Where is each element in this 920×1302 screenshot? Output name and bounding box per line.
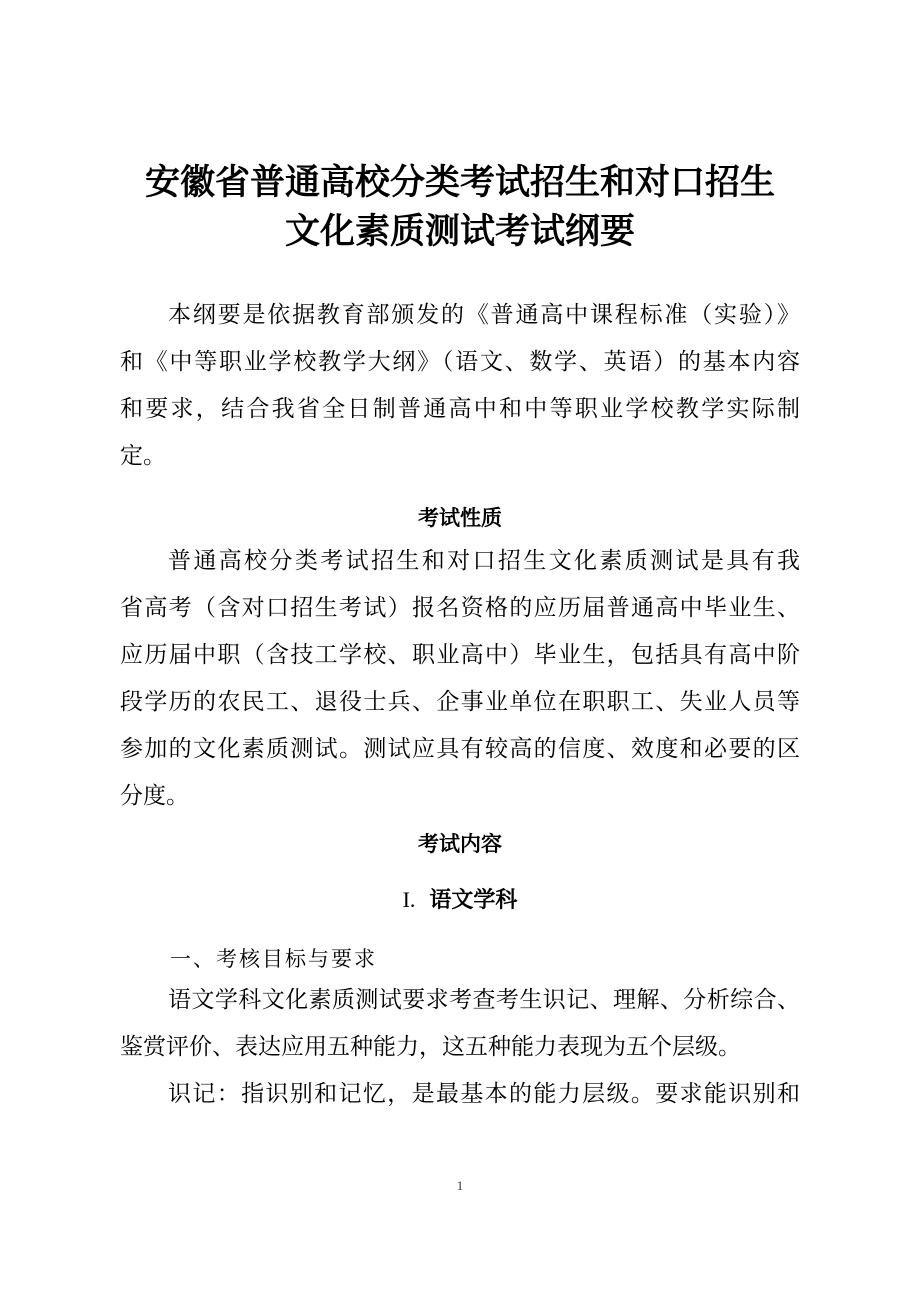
section-heading-exam-content: 考试内容 [418, 832, 502, 856]
intro-paragraph-line: 和要求，结合我省全日制普通高中和中等职业学校教学实际制 [120, 396, 800, 422]
subject-name: 语文学科 [429, 888, 518, 913]
subject-heading [0, 885, 920, 916]
intro-paragraph-line: 定。 [120, 443, 166, 469]
intro-paragraph-line: 本纲要是依据教育部颁发的《普通高中课程标准（实验）》 [168, 302, 800, 328]
document-title-line-2: 文化素质测试考试纲要 [284, 211, 635, 252]
nature-paragraph-line: 参加的文化素质测试。测试应具有较高的信度、效度和必要的区 [120, 736, 800, 762]
nature-paragraph-line: 段学历的农民工、退役士兵、企事业单位在职职工、失业人员等 [120, 689, 800, 715]
document-title-line-1: 安徽省普通高校分类考试招生和对口招生 [144, 162, 775, 203]
nature-paragraph-line: 应历届中职（含技工学校、职业高中）毕业生，包括具有高中阶 [120, 642, 800, 668]
content-paragraph-line: 语文学科文化素质测试要求考查考生识记、理解、分析综合、 [168, 987, 800, 1013]
nature-paragraph-line: 普通高校分类考试招生和对口招生文化素质测试是具有我 [168, 548, 800, 574]
section-heading-exam-nature: 考试性质 [418, 506, 502, 530]
nature-paragraph-line: 省高考（含对口招生考试）报名资格的应历届普通高中毕业生、 [120, 595, 800, 621]
page-number: 1 [456, 1178, 464, 1193]
content-paragraph-line: 识记：指识别和记忆，是最基本的能力层级。要求能识别和 [168, 1081, 800, 1107]
content-paragraph-line: 鉴赏评价、表达应用五种能力，这五种能力表现为五个层级。 [120, 1034, 741, 1060]
intro-paragraph-line: 和《中等职业学校教学大纲》（语文、数学、英语）的基本内容 [120, 349, 800, 375]
nature-paragraph-line: 分度。 [120, 783, 189, 809]
subject-number: I. [402, 887, 416, 912]
subheading-objectives: 一、考核目标与要求 [170, 947, 377, 971]
